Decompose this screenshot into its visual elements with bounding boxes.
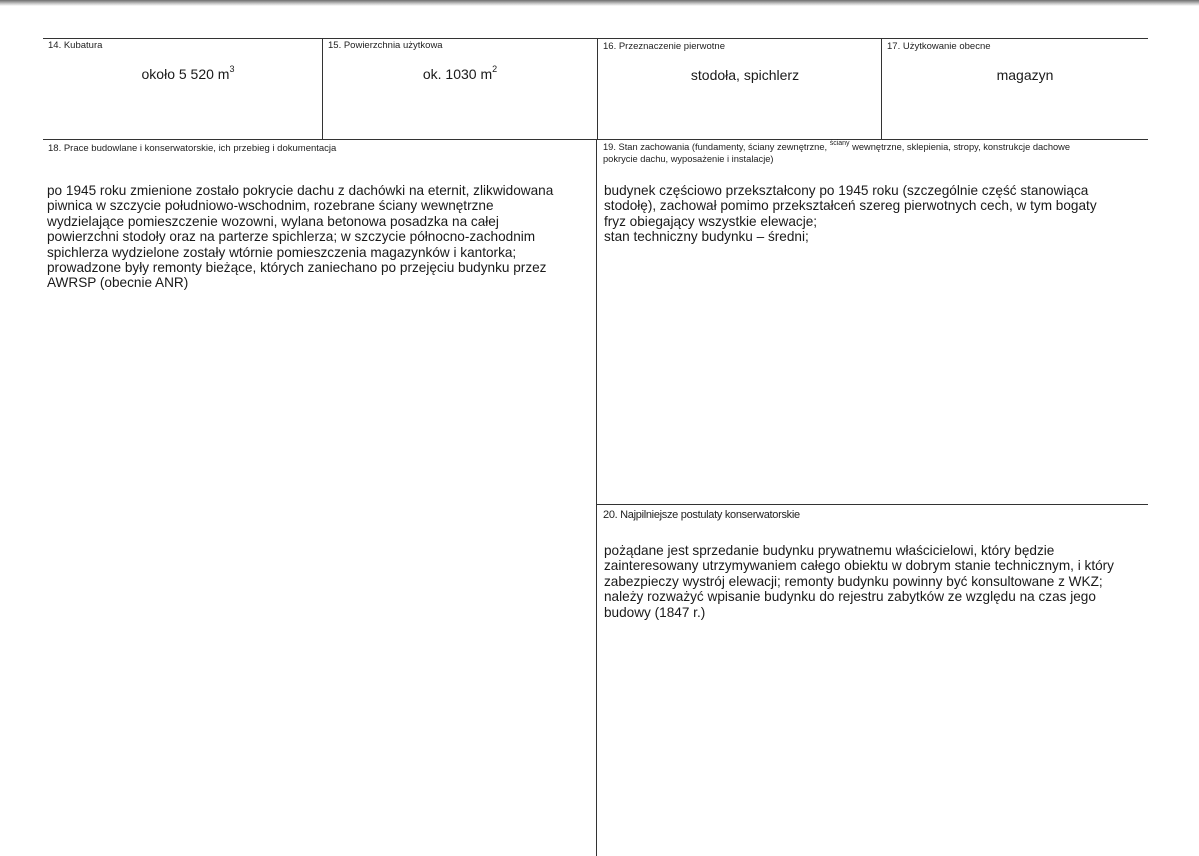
field-18-text bbox=[47, 183, 592, 291]
field-19-line: stan techniczny budynku – średni; bbox=[604, 229, 809, 245]
field-19-text bbox=[604, 183, 1144, 245]
field-15-value-text: ok. 1030 m bbox=[422, 66, 493, 82]
field-19-label-line2: pokrycie dachu, wyposażenie i instalacje) bbox=[603, 154, 774, 164]
form-rule-top bbox=[43, 38, 1148, 39]
field-16-value: stodoła, spichlerz bbox=[690, 67, 800, 83]
field-20-line: należy rozważyć wpisanie budynku do rejestru zabytków ze względu na czas jego bbox=[604, 589, 1096, 605]
field-20-line: budowy (1847 r.) bbox=[604, 604, 706, 620]
field-20-line: pożądane jest sprzedanie budynku prywatnemu właścicielowi, który będzie bbox=[604, 543, 1055, 558]
field-20-line: zainteresowany utrzymywaniem całego obiektu w dobrym stanie technicznym, i który bbox=[604, 558, 1114, 574]
field-18-line: wydzielające pomieszczenie wozowni, wylana betonowa posadzka na całej bbox=[47, 213, 499, 229]
field-18-line: prowadzone były remonty bieżące, których zaniechano po przejęciu budynku przez bbox=[47, 260, 547, 276]
field-18-line: spichlerza wydzielone zostały wtórnie pomieszczenia magazynków i kantorka; bbox=[47, 244, 517, 260]
field-19-line: budynek częściowo przekształcony po 1945 roku (szczególnie część stanowiąca bbox=[604, 183, 1089, 198]
field-16-label: 16. Przeznaczenie pierwotne bbox=[603, 41, 725, 52]
field-19-label-sup: ściany bbox=[829, 140, 850, 147]
form-divider-14-15 bbox=[322, 38, 323, 139]
field-20-text bbox=[604, 543, 1144, 620]
field-19-label bbox=[603, 142, 1070, 154]
scan-edge-shadow bbox=[0, 0, 1199, 6]
field-17-label: 17. Użytkowanie obecne bbox=[887, 41, 991, 52]
field-18-line: powierzchni stodoły oraz na parterze spichlerza; w szczycie północno-zachodnim bbox=[47, 229, 536, 245]
field-19-line: stodołę), zachował pomimo przekształceń szereg pierwotnych cech, w tym bogaty bbox=[604, 198, 1097, 214]
field-19-line: fryz obiegający wszystkie elewacje; bbox=[604, 213, 818, 229]
form-divider-18-19 bbox=[596, 139, 597, 856]
form-divider-15-16 bbox=[597, 38, 598, 139]
field-14-label: 14. Kubatura bbox=[48, 40, 103, 51]
field-19-label-start: 19. Stan zachowania (fundamenty, ściany zewnętrzne, bbox=[603, 142, 828, 152]
field-18-line: piwnica w szczycie południowo-wschodnim, rozebrane ściany wewnętrzne bbox=[47, 198, 494, 214]
field-14-value-unit-sup: 3 bbox=[229, 64, 235, 75]
field-20-label: 20. Najpilniejsze postulaty konserwatorskie bbox=[603, 509, 800, 521]
field-15-value-unit-sup: 2 bbox=[492, 64, 498, 75]
field-14-value-text: około 5 520 m bbox=[141, 66, 230, 82]
field-18-line: AWRSP (obecnie ANR) bbox=[47, 275, 189, 291]
field-18-line: po 1945 roku zmienione zostało pokrycie dachu z dachówki na eternit, zlikwidowana bbox=[47, 183, 554, 198]
field-20-line: zabezpieczy wystrój elewacji; remonty budynku powinny być konsultowane z WKZ; bbox=[604, 573, 1103, 589]
field-18-label: 18. Prace budowlane i konserwatorskie, ich przebieg i dokumentacja bbox=[48, 143, 337, 154]
field-15-value bbox=[410, 66, 510, 82]
field-14-value bbox=[128, 66, 248, 82]
field-17-value: magazyn bbox=[996, 67, 1054, 83]
form-rule-section20-top bbox=[596, 504, 1148, 505]
field-19-label-end: wewnętrzne, sklepienia, stropy, konstrukcje dachowe bbox=[852, 142, 1071, 152]
field-15-label: 15. Powierzchnia użytkowa bbox=[328, 40, 443, 51]
form-divider-16-17 bbox=[881, 38, 882, 139]
